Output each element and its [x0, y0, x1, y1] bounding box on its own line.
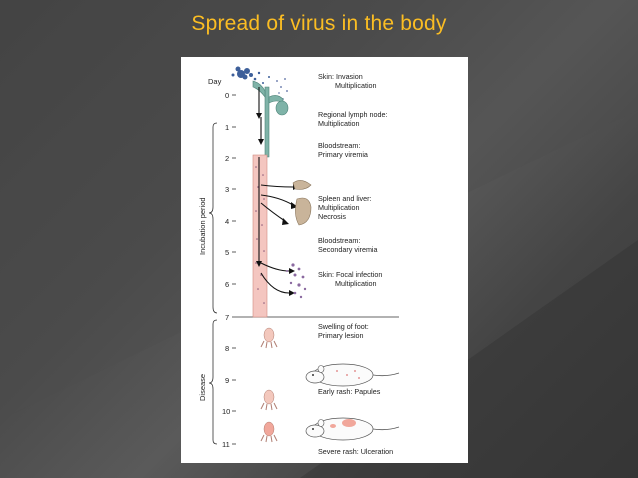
stage-spleen-liver-detail2: Necrosis [318, 212, 346, 221]
foot-papules [261, 390, 277, 410]
stage-skin-detail: Multiplication [335, 81, 377, 90]
disease-label: Disease [198, 373, 207, 401]
day-11: 11 [222, 440, 230, 449]
day-9: 9 [225, 376, 230, 385]
slide-title: Spread of virus in the body [191, 12, 447, 35]
day-2: 2 [225, 154, 230, 163]
stage-early-rash: Early rash: Papules [318, 387, 381, 396]
phase-brackets [209, 123, 217, 444]
day-0: 0 [225, 91, 230, 100]
stage-spleen-liver-heading: Spleen and liver: [318, 194, 372, 203]
day-10: 10 [222, 407, 231, 416]
diagram-panel [181, 57, 468, 463]
stage-primary-viremia-heading: Bloodstream: [318, 141, 361, 150]
day-header: Day [208, 77, 222, 86]
day-3: 3 [225, 185, 230, 194]
foot-primary-lesion [261, 328, 277, 348]
stage-spleen-liver-detail: Multiplication [318, 203, 360, 212]
stage-secondary-viremia-heading: Bloodstream: [318, 236, 361, 245]
lymphatic-vessel [253, 81, 288, 157]
foot-ulceration [261, 422, 277, 442]
stage-severe-rash: Severe rash: Ulceration [318, 447, 394, 456]
incubation-label: Incubation period [198, 197, 207, 255]
day-8: 8 [225, 344, 230, 353]
stage-skin-heading: Skin: Invasion [318, 72, 363, 81]
liver-shape [295, 198, 311, 225]
day-4: 4 [225, 217, 230, 226]
stage-swelling-heading: Swelling of foot: [318, 322, 369, 331]
bloodstream-band [253, 155, 267, 317]
stage-primary-viremia-detail: Primary viremia [318, 150, 368, 159]
mouse-severe-rash [306, 418, 399, 440]
day-7: 7 [225, 313, 230, 322]
stage-secondary-viremia-detail: Secondary viremia [318, 245, 378, 254]
stage-lymph-detail: Multiplication [318, 119, 360, 128]
spread-diagram [181, 57, 468, 463]
day-1: 1 [225, 123, 230, 132]
virus-cluster [232, 67, 271, 85]
stage-swelling-detail: Primary lesion [318, 331, 364, 340]
day-5: 5 [225, 248, 230, 257]
mouse-early-rash [306, 364, 399, 386]
stage-focal-infection-detail: Multiplication [335, 279, 377, 288]
stage-labels [318, 72, 393, 456]
day-6: 6 [225, 280, 230, 289]
stage-lymph-heading: Regional lymph node: [318, 110, 388, 119]
spleen-shape [293, 180, 311, 189]
stage-focal-infection-heading: Skin: Focal infection [318, 270, 383, 279]
